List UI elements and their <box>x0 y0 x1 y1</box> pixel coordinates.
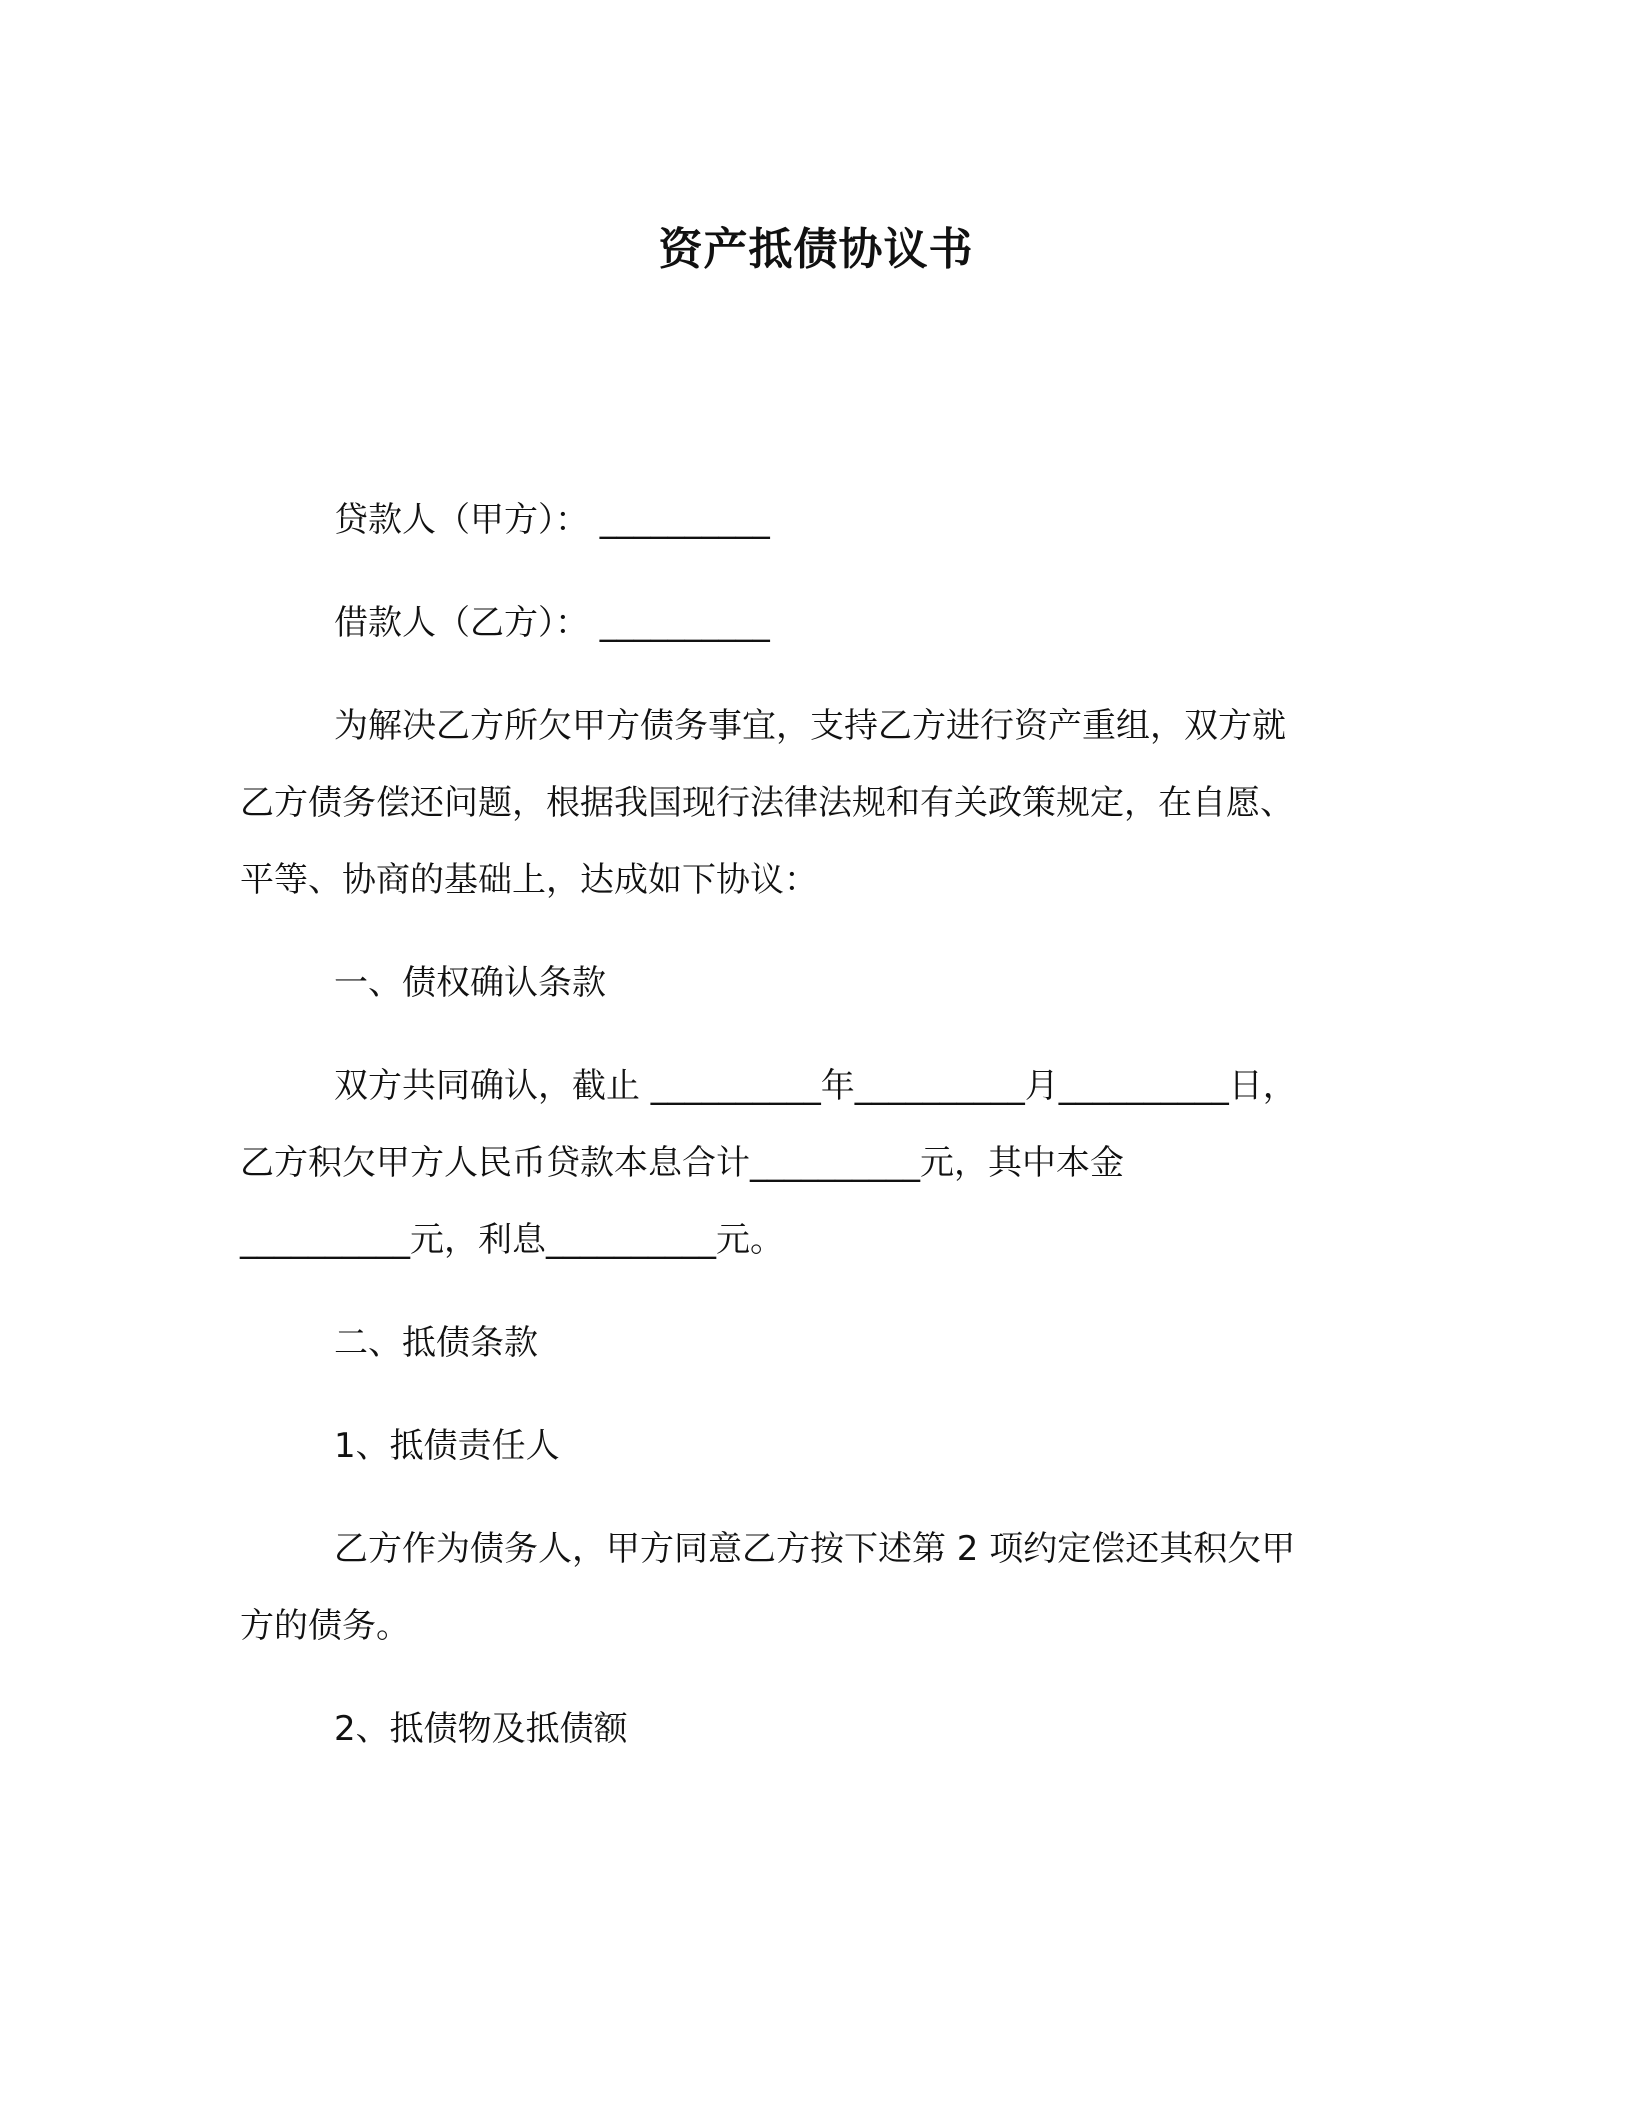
lender-party-line: 贷款人（甲方）： __________ <box>334 500 770 540</box>
preamble-line-2: 乙方债务偿还问题，根据我国现行法律法规和有关政策规定，在自愿、 <box>240 783 1294 823</box>
debt-confirm-line-3: __________元，利息__________元。 <box>240 1220 784 1260</box>
section-heading-1: 一、债权确认条款 <box>334 963 606 1003</box>
preamble-line-3: 平等、协商的基础上，达成如下协议： <box>240 860 818 900</box>
debtor-clause-line-2: 方的债务。 <box>240 1606 410 1646</box>
document-title: 资产抵债协议书 <box>658 224 974 275</box>
debtor-clause-line-1: 乙方作为债务人，甲方同意乙方按下述第 2 项约定偿还其积欠甲 <box>334 1529 1296 1569</box>
debt-confirm-line-2: 乙方积欠甲方人民币贷款本息合计__________元，其中本金 <box>240 1143 1124 1183</box>
borrower-party-line: 借款人（乙方）： __________ <box>334 603 770 643</box>
subsection-heading-2: 2、抵债物及抵债额 <box>334 1709 628 1749</box>
section-heading-2: 二、抵债条款 <box>334 1323 538 1363</box>
debt-confirm-line-1: 双方共同确认，截止 __________年__________月__________日， <box>334 1066 1297 1106</box>
subsection-heading-1: 1、抵债责任人 <box>334 1426 560 1466</box>
preamble-line-1: 为解决乙方所欠甲方债务事宜，支持乙方进行资产重组，双方就 <box>334 706 1286 746</box>
